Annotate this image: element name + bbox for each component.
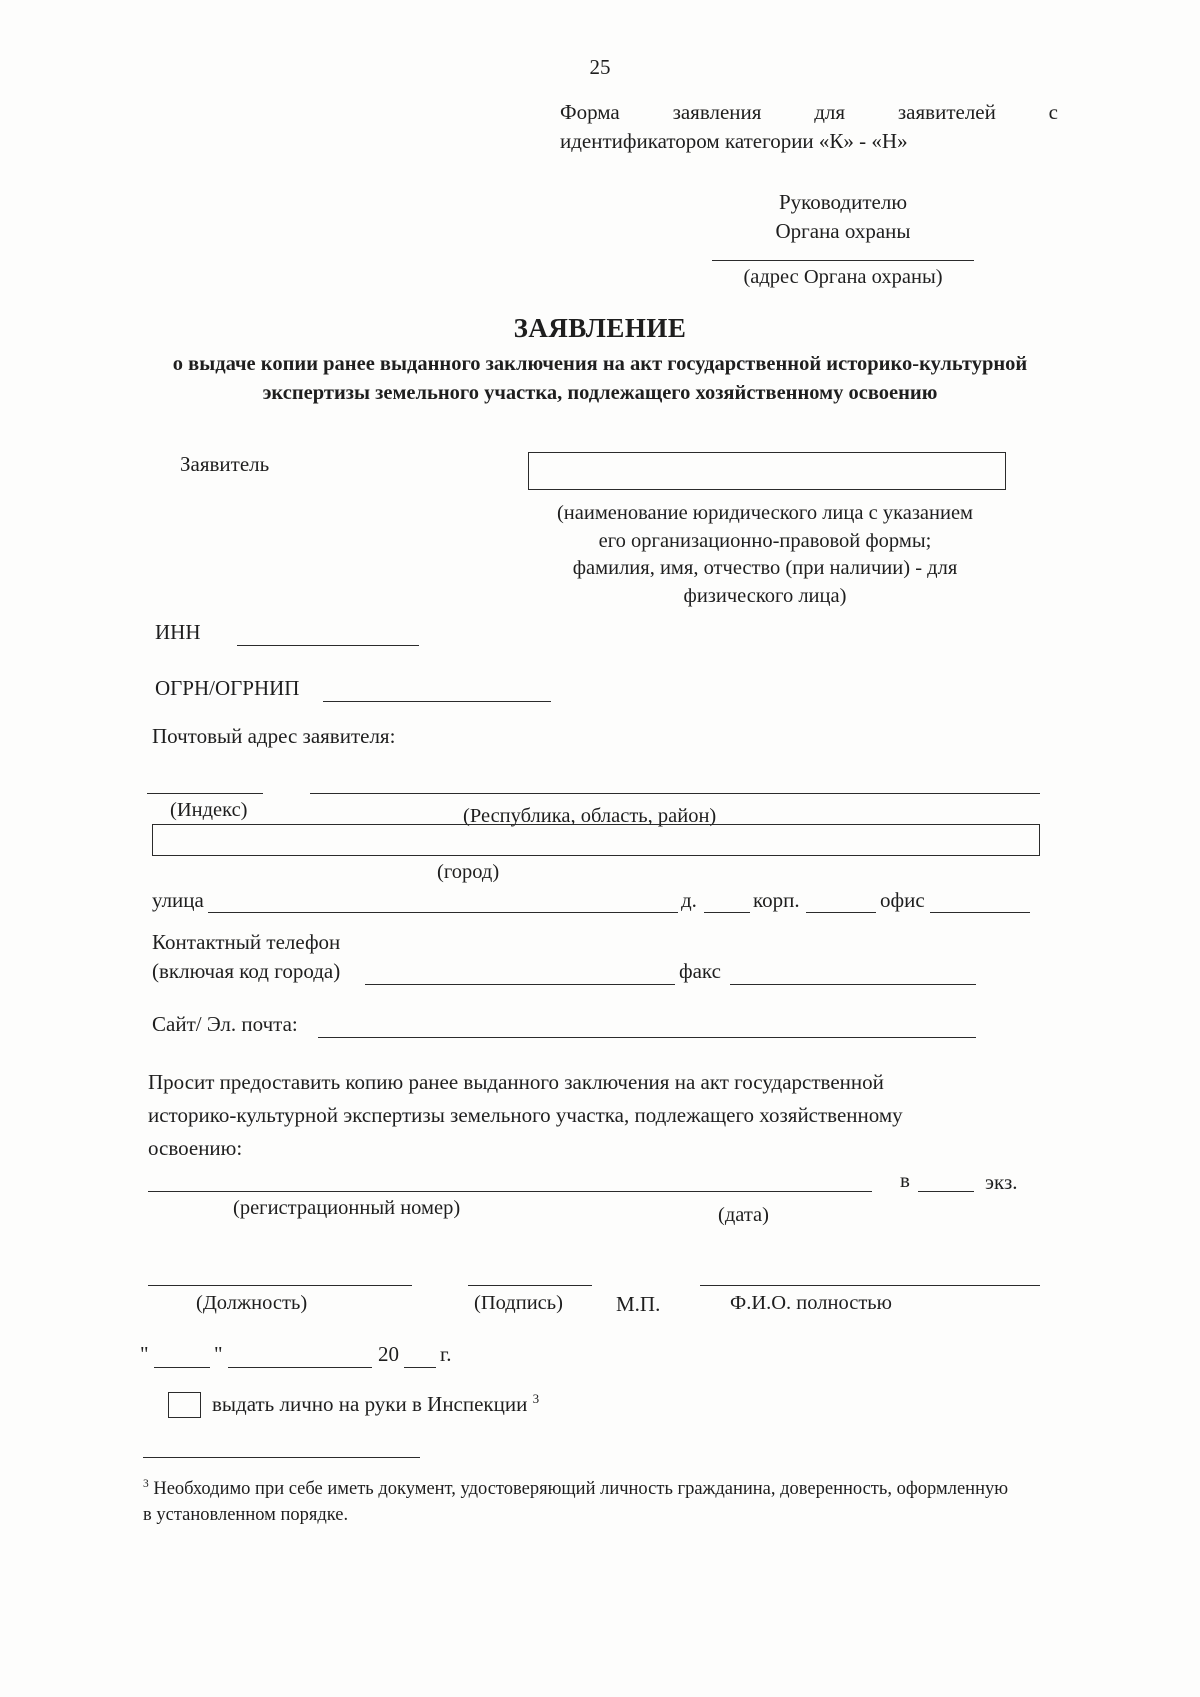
building-field[interactable] — [806, 911, 876, 913]
footnote-separator — [143, 1456, 420, 1458]
postal-region-field[interactable] — [310, 792, 1040, 794]
street-label: улица — [152, 888, 204, 912]
site-email-label: Сайт/ Эл. почта: — [152, 1012, 298, 1036]
fax-field[interactable] — [730, 983, 976, 985]
ogrn-label: ОГРН/ОГРНИП — [155, 676, 300, 700]
addressee-caption: (адрес Органа охраны) — [743, 266, 943, 288]
applicant-caption: (наименование юридического лица с указанием его организационно-правовой формы; фамилия, имя, отчество (при наличии) - для физического лица) — [556, 502, 974, 607]
addressee-line1: Руководителю — [778, 190, 908, 214]
date-caption: (дата) — [718, 1204, 769, 1226]
form-subtitle-line1: о выдаче копии ранее выданного заключения на акт государственной историко-культурной — [172, 353, 1028, 375]
form-note-line1: Форма заявления для заявителей с — [560, 100, 1058, 124]
addressee — [712, 188, 974, 246]
date-quote-close: " — [214, 1342, 223, 1366]
copies-suffix: экз. — [985, 1170, 1018, 1194]
form-subtitle — [120, 350, 1080, 408]
copies-prefix: в — [900, 1168, 910, 1192]
building-label: корп. — [753, 888, 800, 912]
office-field[interactable] — [930, 911, 1030, 913]
fax-label: факс — [679, 959, 721, 983]
pickup-checkbox[interactable] — [168, 1392, 201, 1418]
postal-city-caption: (город) — [437, 861, 500, 883]
pickup-footnote-ref: 3 — [532, 1391, 540, 1406]
fio-caption: Ф.И.О. полностью — [730, 1292, 892, 1314]
postal-address-label: Почтовый адрес заявителя: — [152, 724, 396, 748]
applicant-name-input[interactable] — [528, 452, 1006, 490]
postal-city-input[interactable] — [152, 824, 1040, 856]
signature-field[interactable] — [468, 1284, 592, 1286]
form-title: ЗАЯВЛЕНИЕ — [513, 313, 687, 343]
postal-region-caption: (Республика, область, район) — [463, 805, 717, 827]
date-quote-open: " — [140, 1342, 149, 1366]
page-number: 25 — [589, 55, 611, 79]
phone-label-line2: (включая код города) — [152, 959, 341, 983]
house-field[interactable] — [704, 911, 750, 913]
office-label: офис — [880, 888, 925, 912]
pickup-label: выдать лично на руки в Инспекции $^3$ — [212, 1391, 540, 1416]
addressee-address-field[interactable] — [712, 259, 974, 261]
footnote: $^3$ Необходимо при себе иметь документ, удостоверяющий личность гражданина, доверенность, оформленную в установленном порядке. — [143, 1477, 1009, 1525]
site-email-field[interactable] — [318, 1036, 976, 1038]
phone-field[interactable] — [365, 983, 675, 985]
signature-caption: (Подпись) — [474, 1292, 563, 1314]
inn-label: ИНН — [155, 620, 201, 644]
phone-label-line1: Контактный телефон — [152, 930, 341, 954]
position-caption: (Должность) — [196, 1292, 308, 1314]
postal-index-caption: (Индекс) — [170, 799, 248, 821]
registration-number-field[interactable] — [148, 1190, 872, 1192]
ogrn-field[interactable] — [323, 700, 551, 702]
year-suffix: г. — [440, 1342, 452, 1366]
date-year-field[interactable] — [404, 1366, 436, 1368]
postal-index-field[interactable] — [147, 792, 263, 794]
registration-number-caption: (регистрационный номер) — [233, 1197, 461, 1219]
position-field[interactable] — [148, 1284, 412, 1286]
form-note — [560, 100, 1058, 154]
stamp-label: М.П. — [616, 1292, 661, 1316]
footnote-marker: 3 — [143, 1477, 149, 1490]
form-subtitle-line2: экспертизы земельного участка, подлежащего хозяйственному освоению — [262, 382, 938, 404]
form-note-line2: идентификатором категории «К» - «Н» — [560, 129, 908, 153]
house-label: д. — [681, 888, 697, 912]
request-text: Просит предоставить копию ранее выданного заключения на акт государственной историко-культурной экспертизы земельного участка, подлежащего хозяйственному освоению: — [148, 1070, 903, 1160]
applicant-label: Заявитель — [180, 452, 270, 476]
addressee-line2: Органа охраны — [775, 219, 911, 243]
date-day-field[interactable] — [154, 1366, 210, 1368]
date-month-field[interactable] — [228, 1366, 372, 1368]
fio-field[interactable] — [700, 1284, 1040, 1286]
copies-field[interactable] — [918, 1190, 974, 1192]
inn-field[interactable] — [237, 644, 419, 646]
street-field[interactable] — [208, 911, 678, 913]
year-prefix: 20 — [378, 1342, 399, 1366]
